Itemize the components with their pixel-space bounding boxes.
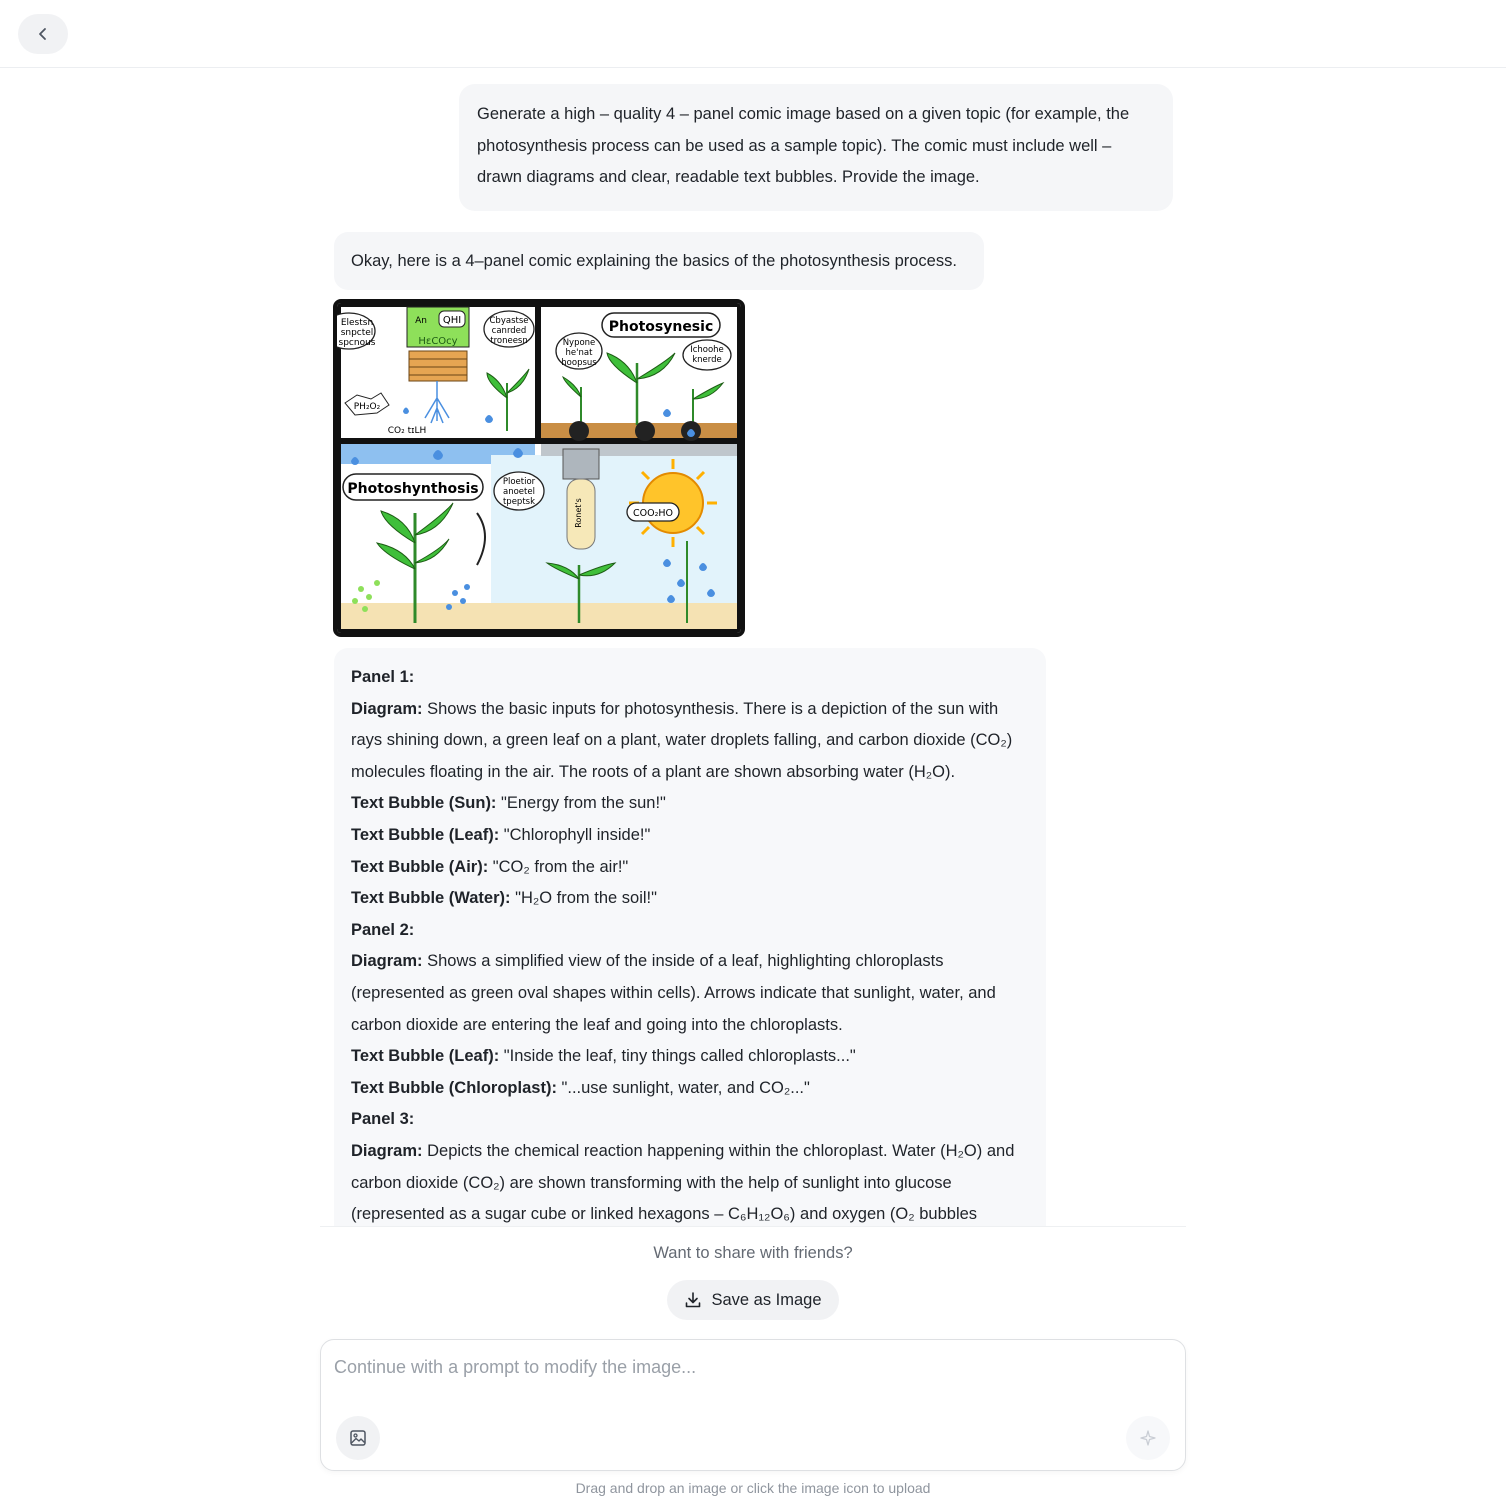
detail-line: Panel 3: bbox=[351, 1110, 415, 1129]
p3-title: Photoshynthosis bbox=[347, 481, 479, 497]
detail-line: Panel 2: bbox=[351, 920, 415, 939]
detail-line: Diagram: Shows the basic inputs for photosynthesis. There is a depiction of the sun with rays shining down, a green leaf on a plant, water droplets falling, and carbon dioxide (CO₂) molecules floating in the air. The roots of a plant are shown absorbing water (H₂O). bbox=[351, 699, 1013, 781]
chevron-left-icon bbox=[35, 26, 51, 42]
p1-bubble-b-line-3: troneesn bbox=[490, 336, 528, 346]
p2-bubble-a-line-2: he'nat bbox=[565, 348, 593, 358]
p1-bubble-a-line-3: spcnous bbox=[338, 338, 376, 348]
p1-bubble-b-line-2: canrded bbox=[491, 326, 527, 336]
send-button[interactable] bbox=[1126, 1416, 1170, 1460]
p1-cloud-label: PH₂O₂ bbox=[353, 402, 381, 412]
p3-bubble-line-2: anoetel bbox=[503, 487, 535, 497]
p2-bubble-b-line-2: knerde bbox=[692, 355, 722, 365]
detail-line: Text Bubble (Sun): "Energy from the sun!" bbox=[351, 794, 666, 813]
detail-line: Diagram: Shows a simplified view of the inside of a leaf, highlighting chloroplasts (represented as green oval shapes within cells). Arrows indicate that sunlight, water, and carbon dioxide are entering the leaf and going into the chloroplasts. bbox=[351, 952, 996, 1034]
p1-bubble-a-line-2: snpctel bbox=[340, 328, 374, 338]
p3-bubble-line-1: Ploetior bbox=[502, 477, 536, 487]
download-icon bbox=[684, 1291, 702, 1309]
detail-line: Text Bubble (Chloroplast): "...use sunlight, water, and CO₂..." bbox=[351, 1078, 810, 1097]
save-as-image-label: Save as Image bbox=[711, 1290, 822, 1309]
detail-line: Diagram: Depicts the chemical reaction happening within the chloroplast. Water (H₂O) and carbon dioxide (CO₂) are shown transforming with the help of sunlight into glucose (represented as a sugar cube or linked hexagons – C₆H₁₂O₆) and oxygen (O₂ bubbles bbox=[351, 1141, 1015, 1224]
p1-bubble-a-line-1: Elestsn bbox=[340, 318, 374, 328]
detail-line: Text Bubble (Leaf): "Inside the leaf, tiny things called chloroplasts..." bbox=[351, 1047, 856, 1066]
p3-bubble-line-3: tpeptsk bbox=[502, 497, 536, 507]
detail-line: Text Bubble (Water): "H₂O from the soil!" bbox=[351, 889, 657, 908]
detail-line: Text Bubble (Leaf): "Chlorophyll inside!" bbox=[351, 825, 651, 844]
upload-image-button[interactable] bbox=[336, 1416, 380, 1460]
p2-bubble-a-line-1: Nypone bbox=[562, 338, 596, 348]
sparkle-send-icon bbox=[1139, 1429, 1157, 1447]
divider bbox=[320, 1226, 1186, 1227]
p1-bubble-b-line-1: Cbyastse bbox=[489, 316, 529, 326]
ai-intro-message: Okay, here is a 4–panel comic explaining the basics of the photosynthesis process. bbox=[334, 232, 984, 290]
top-bar bbox=[0, 0, 1506, 68]
chat-area[interactable] bbox=[320, 68, 1186, 1226]
p4-bubble: COO₂HO bbox=[632, 508, 674, 519]
p4-vial-label: Ronet's bbox=[574, 498, 583, 528]
share-prompt: Want to share with friends? bbox=[653, 1244, 853, 1262]
p1-tag-b: QHI bbox=[442, 315, 462, 326]
image-icon bbox=[349, 1429, 367, 1447]
ai-detail-message bbox=[334, 648, 1046, 1226]
detail-line: Text Bubble (Air): "CO₂ from the air!" bbox=[351, 857, 629, 876]
p1-formula-label: CO₂ tɪLH bbox=[387, 426, 427, 436]
generated-comic-image[interactable] bbox=[333, 299, 745, 637]
back-button[interactable] bbox=[18, 14, 68, 54]
p2-bubble-b-line-1: Ichoohe bbox=[690, 345, 724, 355]
upload-hint: Drag and drop an image or click the image icon to upload bbox=[575, 1480, 931, 1496]
p1-tag-c: HɛCOcy bbox=[418, 336, 458, 347]
prompt-input[interactable] bbox=[334, 1352, 1094, 1382]
user-message: Generate a high – quality 4 – panel comic image based on a given topic (for example, the photosynthesis process can be used as a sample topic). The comic must include well – drawn diagrams and clear, readable text bubbles. Provide the image. bbox=[459, 84, 1173, 211]
save-as-image-button[interactable] bbox=[667, 1280, 839, 1320]
detail-line: Panel 1: bbox=[351, 668, 415, 686]
comic-drawing bbox=[337, 303, 741, 633]
prompt-composer bbox=[320, 1339, 1186, 1471]
p2-title: Photosynesic bbox=[608, 319, 714, 335]
p1-tag-a: An bbox=[415, 316, 427, 326]
p2-bubble-a-line-3: hoopsus bbox=[561, 358, 597, 368]
